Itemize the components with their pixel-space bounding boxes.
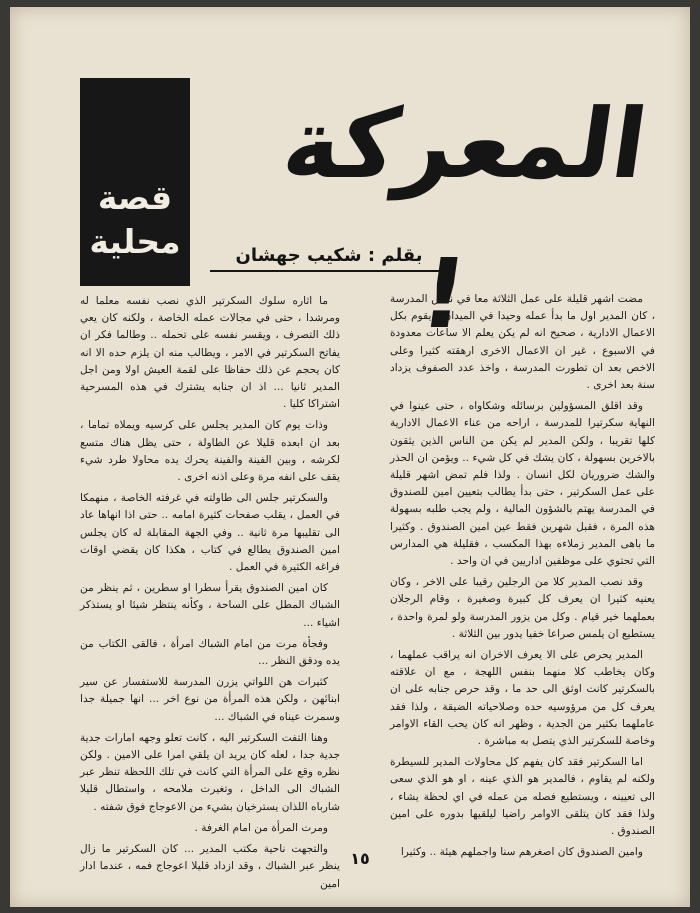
story-title: المعركة !	[276, 88, 654, 350]
paragraph: وفجأة مرت من امام الشباك امرأة ، فالقى الكتاب من يده ودقق النظر ...	[80, 637, 340, 668]
magazine-page	[10, 7, 690, 907]
byline: بقلم : شكيب جهشان	[210, 245, 448, 272]
text-column-right	[390, 291, 655, 859]
paragraph: المدير يحرص على الا يعرف الاخران انه يراقب عملهما ، وكان يخاطب كلا منهما بنفس اللهجة ، مع ان علاقته بالسكرتير كانت اوثق الى حد ما ، وقد حرص جنابه على ان يعرف كل من مرؤوسيه حده وصلاحياته الضيقة ، ولذا فقد عاملهما بكثير من الجدية ، وظهر انه كان يحب القاء الاوامر وخاصة للسكرتير الذي يتصل به مباشرة .	[390, 649, 655, 748]
story-label-box	[80, 78, 190, 286]
paragraph: ومرت المرأة من امام الغرفة .	[194, 821, 328, 834]
text-column-left	[80, 293, 340, 890]
paragraph: والتجهت ناحية مكتب المدير ... كان السكرتير ما زال ينظر عبر الشباك ، وقد ازداد قليلا اعوجاج فمه ، عندما ادار امين	[80, 843, 340, 890]
story-label: قصة محلية	[89, 178, 181, 261]
paragraph: كثيرات هن اللواتي يزرن المدرسة للاستفسار عن سير ابنائهن ، ولكن هذه المرأة من نوع اخر ... انها جميلة جدا وسمرت عيناه في الشباك ...	[80, 676, 340, 723]
paragraph: مضت اشهر قليلة على عمل الثلاثة معا في نفس المدرسة ، كان المدير اول ما بدأ عمله وحيدا في الميدان ، يقوم بكل الاعمال الادارية ، صحيح انه لم يكن يعلم الا ساعات معدودة في الاسبوع ، غير ان الاعمال الاخرى ارهقته كثيرا وعلى الاخص بعد ان تطورت المدرسة ، واخذ عدد الصفوف يزداد سنة بعد اخرى .	[390, 293, 655, 392]
page-number: ١٥	[350, 849, 370, 868]
paragraph: وقد نصب المدير كلا من الرجلين رقيبا على الاخر ، وكان يعنيه كثيرا ان يعرف كل كبيرة وصغيرة ، وقام الرجلان بعملهما خير قيام . وكل من يزور المدرسة ولو لمرة واحدة ، يستطيع ان يلمس صراعا خفيا يدور بين الثلاثة .	[390, 576, 655, 640]
paragraph: وقد اقلق المسؤولين برسائله وشكاواه ، حتى عينوا في النهاية سكرتيرا للمدرسة ، اراحه من عناء الاعمال الادارية كلها تقريبا ، ولكن المدير لم يكن من الناس الذين يثقون بالاخرين بسهولة ، كان يشك في كل شيء .. ويؤمن ان الحذر والشك ضروريان لكل انسان . ولذا فلم تمض اشهر قليلة على عمل السكرتير ، حتى بدأ يطالب بتعيين امين للصندوق في المدرسة يهتم بالشؤون المالية ، ولم يجب طلبه بسهولة هذه المرة ، فقبل شهرين فقط عين امين الصندوق . وكثيرا ما باهى المدير زملاءه بهذا المكسب ، فقليلة هي المدارس التي تحتوي على موظفين اداريين في ان واحد .	[390, 400, 655, 568]
paragraph: وامين الصندوق كان اصغرهم سنا واجملهم هيئة .. وكثيرا	[400, 846, 643, 859]
paragraph: اما السكرتير فقد كان يفهم كل محاولات المدير للسيطرة ولكنه لم يقاوم ، فالمدير هو الذي عينه ، او هو الذي سعى الى تعيينه ، ويستطيع فصله من عمله في اي لحظة يشاء ، ولذا فقد كان يتلقى الاوامر راضيا ليلقيها بدوره على امين الصندوق .	[390, 756, 655, 838]
paragraph: وذات يوم كان المدير يجلس على كرسيه ويملاه تماما ، بعد ان ابعده قليلا عن الطاولة ، حتى يظل هناك متسع لكرشه ، وبين الفينة والفينة يحرك يده محاولا طرد شيء يقف على انفه مرة وعلى اذنه اخرى .	[80, 419, 340, 484]
paragraph: وهنا التفت السكرتير اليه ، كانت تعلو وجهه امارات جدية جدية جدا ، لعله كان يريد ان يلقي امرا على الامين . ولكن نظره وقع على المرأة التي كانت في تلك اللحظة تنظر عبر الشباك الى الداخل ، وتغيرت ملامحه ، واستطال قليلا شارباه اللذان يسترخيان بشيء من الاعوجاج فوق شفته .	[80, 731, 340, 813]
paragraph: والسكرتير جلس الى طاولته في غرفته الخاصة ، منهمكا في العمل ، يقلب صفحات كثيرة امامه .. حتى اذا انهاها عاد الى تقليبها مرة ثانية .. وفي الجهة المقابلة له كان يجلس امين الصندوق يطالع في كتاب ، هكذا كان يقضي اوقات فراغه الكثيرة في العمل .	[80, 492, 340, 574]
paragraph: كان امين الصندوق يقرأ سطرا او سطرين ، ثم ينظر من الشباك المطل على الساحة ، وكأنه ينتظر شيئا او يستذكر اشياء ...	[80, 582, 340, 629]
paragraph: ما اثاره سلوك السكرتير الذي نصب نفسه معلما له ومرشدا ، حتى في مجالات عمله الخاصة ، ولكنه كان يعي ذلك التصرف ، ويقسر نفسه على تحمله .. وطالما فكر ان يفاتح السكرتير في الامر ، ويطالب منه ان يلزم حده الا انه كان يحجم عن ذلك حفاظا على لقمة العيش اولا ومن اجل المدير ثانيا ... اذ ان جنابه يشترك في هذه المسرحية اشتراكا كليا .	[80, 295, 340, 411]
